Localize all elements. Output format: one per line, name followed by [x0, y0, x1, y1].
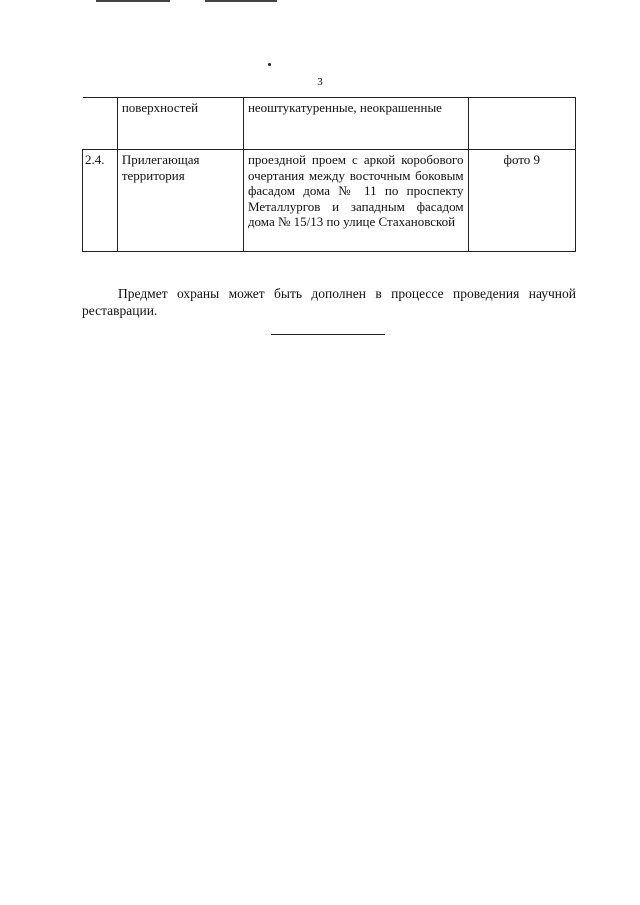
scan-artifact-top-middle [205, 0, 277, 2]
page-number: 3 [317, 76, 323, 88]
scan-artifact-top-left [96, 0, 170, 2]
row-description-cell: неоштукатуренные, неокрашенные [243, 98, 468, 150]
row-number-cell: 2.4. [83, 150, 118, 252]
table-row [83, 98, 576, 150]
row-description-cell: проездной проем с аркой коробового очертания между восточным боковым фасадом дома № 11 по проспекту Металлургов и западным фасадом дома № 15/13 по улице Стахановской [243, 150, 468, 252]
row-number-cell [83, 98, 118, 150]
row-name-cell: Прилегающая территория [117, 150, 243, 252]
row-photo-cell: фото 9 [468, 150, 575, 252]
table-row [83, 150, 576, 252]
row-name-cell: поверхностей [117, 98, 243, 150]
row-photo-cell [468, 98, 575, 150]
end-rule [271, 334, 385, 335]
protection-table [82, 97, 576, 252]
closing-note: Предмет охраны может быть дополнен в процессе проведения научной реставрации. [82, 285, 576, 318]
scan-speck [268, 63, 271, 66]
